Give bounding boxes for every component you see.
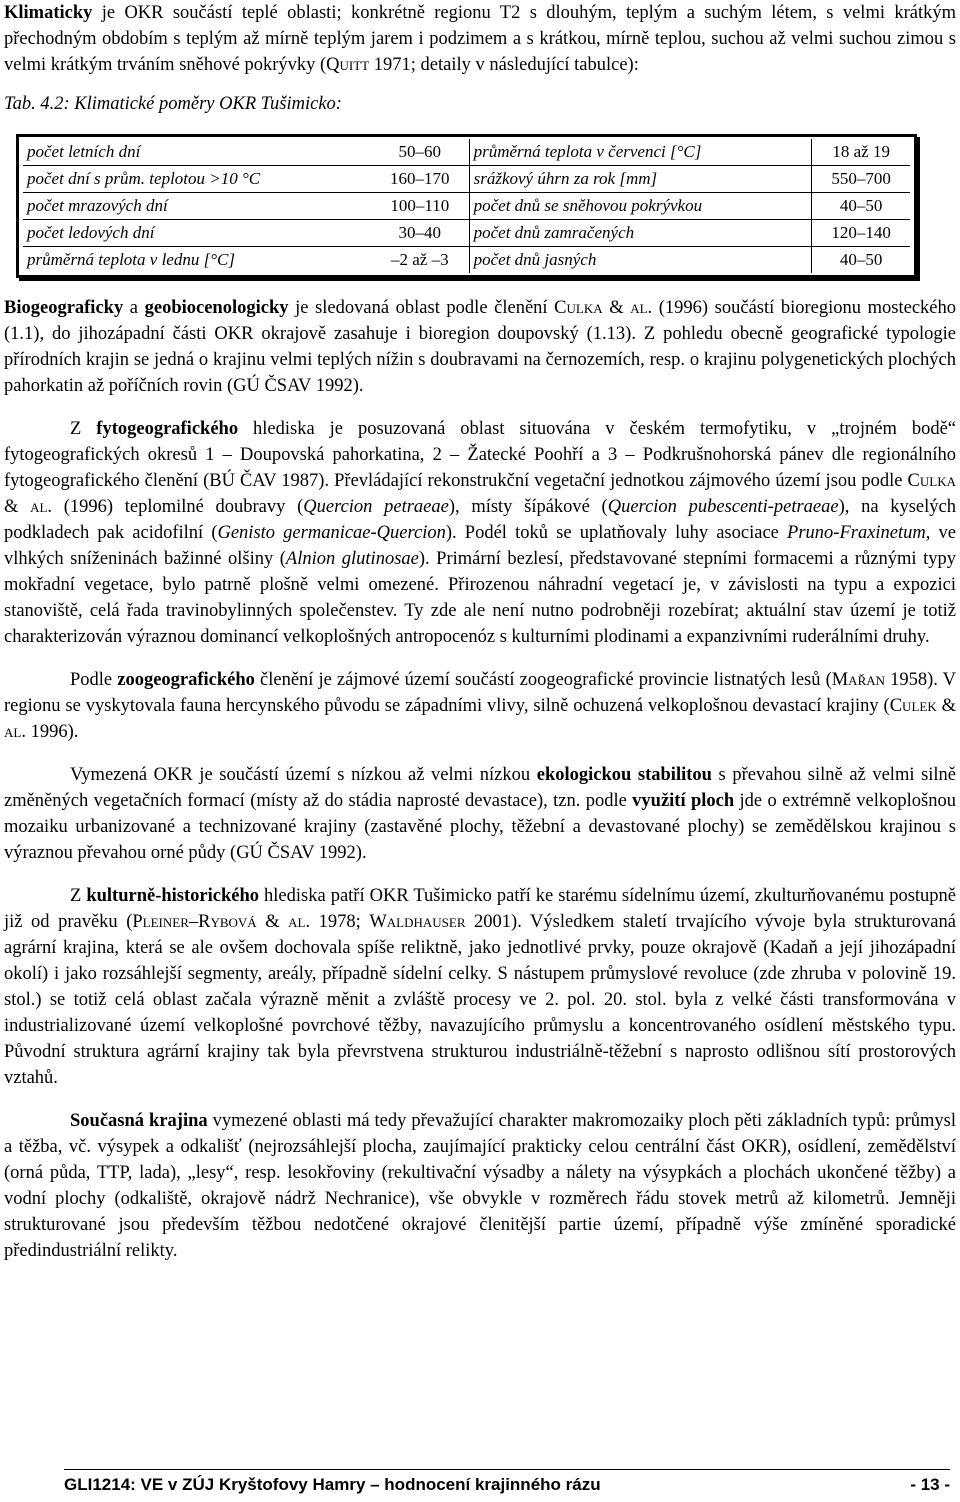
climate-label: počet ledových dní	[23, 220, 371, 247]
climate-value: –2 až –3	[391, 250, 449, 269]
climate-label: počet dnů zamračených	[469, 220, 812, 247]
zoogeography-paragraph: Podle zoogeografického členění je zájmové území součástí zoogeografické provincie listnatých lesů (Mařan 1958). V regionu se vyskytovala fauna hercynského původu se západními vlivy, silně ochuzená velkoplošnou devastací krajiny (Culek & al. 1996).	[4, 670, 957, 742]
climate-table-row	[23, 166, 910, 193]
climate-table-frame	[16, 134, 917, 278]
climate-table-row	[23, 193, 910, 220]
climate-value: 160–170	[371, 166, 469, 193]
author-citation: Culka & al.	[4, 471, 956, 517]
climate-table-row	[23, 220, 910, 247]
author-citation: Waldhauser	[369, 912, 466, 932]
current-landscape-paragraph: Současná krajina vymezené oblasti má tedy převažující charakter makromozaiky ploch pěti základních typů: průmysl a těžba, vč. výsypek a odkališť (nejrozsáhlejší plocha, zaujímající prakticky celou centrální část OKR), osídlení, zemědělství (orná půda, TTP, lada), „lesy“, resp. lesokřoviny (rekultivační výsadby a nálety na výsypkách a plochách ukončené těžby) a vodní plochy (odkaliště, okrajově nádrž Nechranice), vše obvykle v rozměrech řádu stovek metrů až kilometrů. Jemněji strukturované jsou především těžbou nedotčené okrajové členitější partie území, případně výše zmíněné sporadické předindustriální relikty.	[4, 1111, 956, 1261]
intro-paragraph: Klimaticky je OKR součástí teplé oblasti; konkrétně regionu T2 s dlouhým, teplým a suchým létem, s velmi krátkým přechodným obdobím s teplým až mírně teplým jarem i podzimem a s krátkou, mírně teplou, suchou až velmi suchou zimou s velmi krátkým trváním sněhové pokrývky (Quitt 1971; detaily v následující tabulce):	[4, 3, 956, 75]
cultural-history-paragraph: Z kulturně-historického hlediska patří OKR Tušimicko patří ke starému sídelnímu území, zkulturňovanému postupně již od pravěku (Pleiner–Rybová & al. 1978; Waldhauser 2001). Výsledkem staletí trvajícího vývoje byla strukturovaná agrární krajina, která se ale ovšem dochovala spíše reliktně, jako jednotlivé prvky, pouze okrajově (Kadaň a její jihozápadní okolí) i jako rozsáhlejší segmenty, areály, případně sídelní celky. S nástupem průmyslové revoluce (zde zhruba v polovině 19. stol.) se totiž celá oblast začala výrazně měnit a zvláště procesy ve 2. pol. 20. stol. byla z velké části transformována v industrializované území velkoplošné povrchové těžby, navazujícího průmyslu a koncentrovaného osídlení městského typu. Původní struktura agrární krajiny tak byla převrstvena strukturou industriálně-těžební s naprosto odlišnou sítí prostorových vztahů.	[4, 886, 956, 1088]
author-citation: Culek & al.	[4, 696, 957, 742]
document-page	[4, 0, 956, 1264]
climate-value: 120–140	[812, 220, 910, 247]
author-citation: Mařan	[831, 670, 886, 690]
author-citation: Pleiner–Rybová & al.	[132, 912, 311, 932]
climate-label: srážkový úhrn za rok [mm]	[469, 166, 812, 193]
climate-label: počet mrazových dní	[23, 193, 371, 220]
climate-value: 50–60	[371, 139, 469, 166]
climate-table-row	[23, 247, 910, 274]
climate-label: počet dnů se sněhovou pokrývkou	[469, 193, 812, 220]
phytogeography-paragraph: Z fytogeografického hlediska je posuzovaná oblast situována v českém termofytiku, v „trojném bodě“ fytogeografických okresů 1 – Doupovská pahorkatina, 2 – Žatecké Poohří a 3 – Podkrušnohorská pánev dle regionálního fytogeografického členění (BÚ ČAV 1987). Převládající rekonstrukční vegetační jednotkou zájmového území jsou podle Culka & al. (1996) teplomilné doubravy (Quercion petraeae), místy šípákové (Quercion pubescenti-petraeae), na kyselých podkladech pak acidofilní (Genisto germanicae-Quercion). Podél toků se uplatňovaly luhy asociace Pruno-Fraxinetum, ve vlhkých sníženinách bažinné olšiny (Alnion glutinosae). Primární bezlesí, představované stepními formacemi a různými typy mokřadní vegetace, bylo patrně plošně velmi omezené. Přirozenou náhradní vegetací je, v závislosti na typu a expozici stanoviště, celá řada travinobylinných společenstev. Ty zde ale není nutno podrobněji rozebírat; aktuální stav území je totiž charakterizován výraznou dominancí velkoplošných antropocenóz s kulturními plodinami a expanzivními ruderálními druhy.	[4, 419, 957, 647]
climate-value: 18 až 19	[812, 139, 910, 166]
climate-label: průměrná teplota v červenci [°C]	[469, 139, 812, 166]
climate-label: počet dnů jasných	[469, 247, 812, 274]
climate-value: 550–700	[812, 166, 910, 193]
author-citation: Culka & al.	[554, 298, 653, 318]
intro-bold: Klimaticky	[4, 3, 93, 23]
climate-value: 100–110	[371, 193, 469, 220]
climate-value: 40–50	[812, 193, 910, 220]
climate-table	[23, 139, 910, 273]
climate-value: 30–40	[371, 220, 469, 247]
table-caption: Tab. 4.2: Klimatické poměry OKR Tušimicko:	[4, 94, 342, 114]
climate-label: průměrná teplota v lednu [°C]	[27, 250, 235, 269]
author-citation: Quitt	[326, 55, 370, 75]
climate-table-row	[23, 139, 910, 166]
climate-value: 40–50	[812, 247, 910, 274]
page-number: - 13 -	[910, 1475, 950, 1494]
ecological-stability-paragraph: Vymezená OKR je součástí území s nízkou až velmi nízkou ekologickou stabilitou s převahou silně až velmi silně změněných vegetačních formací (místy až do stádia naprosté devastace), tzn. podle využití ploch jde o extrémně velkoplošnou mozaiku urbanizované a technizované krajiny (zastavěné plochy, těžební a devastované plochy) se zemědělskou krajinou s výraznou převahou orné půdy (GÚ ČSAV 1992).	[4, 765, 957, 863]
biogeography-paragraph: Biogeograficky a geobiocenologicky je sledovaná oblast podle členění Culka & al. (1996) součástí bioregionu mosteckého (1.1), do jihozápadní části OKR okrajově zasahuje i bioregion doupovský (1.13). Z pohledu obecně geografické typologie přírodních krajin se jedná o krajinu velmi teplých nížin s doubravami na černozemích, resp. o krajinu polygenetických plochých pahorkatin až poříčních rovin (GÚ ČSAV 1992).	[4, 298, 956, 396]
page-footer	[64, 1469, 950, 1495]
climate-label: počet letních dní	[23, 139, 371, 166]
footer-title: GLI1214: VE v ZÚJ Kryštofovy Hamry – hodnocení krajinného rázu	[64, 1475, 601, 1494]
climate-label: počet dní s prům. teplotou >10 °C	[23, 166, 371, 193]
